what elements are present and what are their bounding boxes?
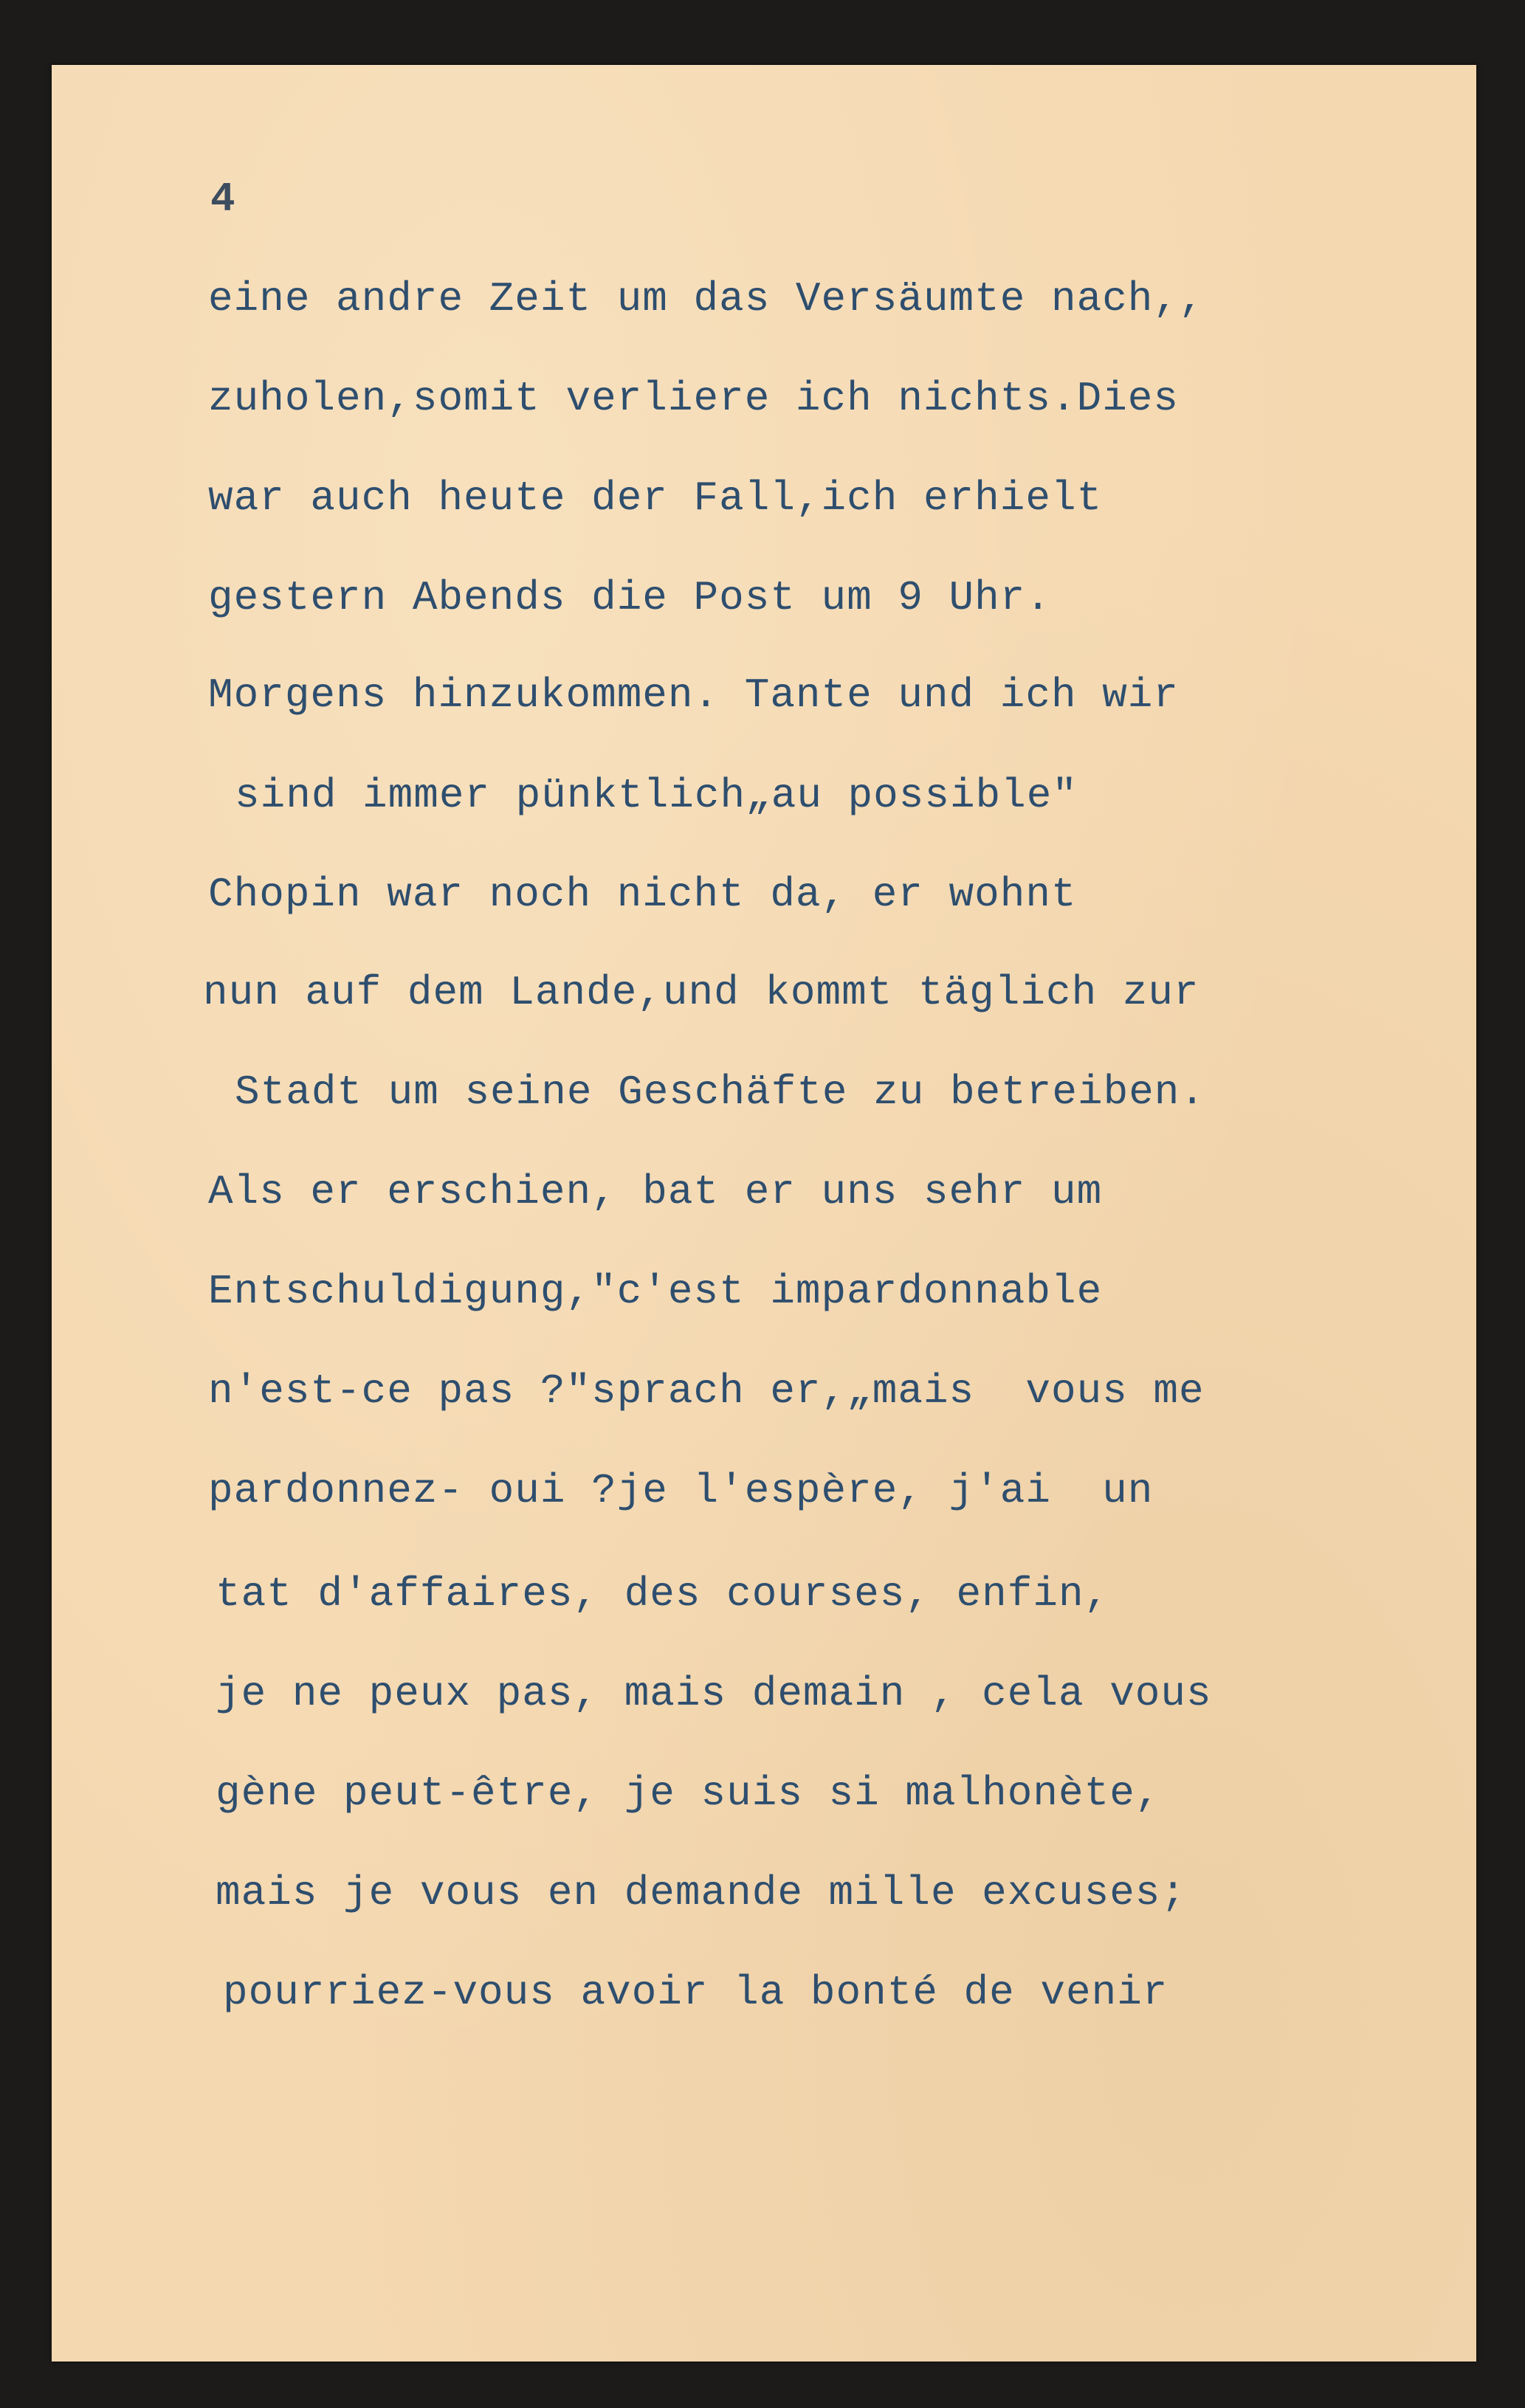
typewritten-page: [52, 65, 1476, 2362]
text-line: pardonnez- oui ?je l'espère, j'ai un: [208, 1467, 1154, 1514]
page-number: 4: [210, 176, 235, 223]
text-line: mais je vous en demande mille excuses;: [216, 1869, 1187, 1917]
text-line: Stadt um seine Geschäfte zu betreiben.: [235, 1069, 1206, 1116]
text-line: nun auf dem Lande,und kommt täglich zur: [203, 969, 1199, 1016]
text-line: war auch heute der Fall,ich erhielt: [208, 475, 1103, 522]
text-line: pourriez-vous avoir la bonté de venir: [223, 1969, 1168, 2016]
text-line: Entschuldigung,"c'est impardonnable: [208, 1268, 1103, 1315]
text-line: gène peut-être, je suis si malhonète,: [216, 1770, 1161, 1817]
text-line: tat d'affaires, des courses, enfin,: [216, 1570, 1110, 1618]
text-line: zuholen,somit verliere ich nichts.Dies: [208, 375, 1180, 422]
text-line: eine andre Zeit um das Versäumte nach,,: [208, 275, 1205, 322]
text-line: Chopin war noch nicht da, er wohnt: [208, 871, 1077, 918]
text-line: Als er erschien, bat er uns sehr um: [208, 1168, 1103, 1215]
text-line: je ne peux pas, mais demain , cela vous: [216, 1670, 1212, 1717]
text-line: Morgens hinzukommen. Tante und ich wir: [208, 672, 1180, 719]
text-line: n'est-ce pas ?"sprach er,„mais vous me: [208, 1367, 1205, 1415]
text-line: sind immer pünktlich„au possible": [235, 772, 1078, 819]
text-line: gestern Abends die Post um 9 Uhr.: [208, 574, 1051, 621]
